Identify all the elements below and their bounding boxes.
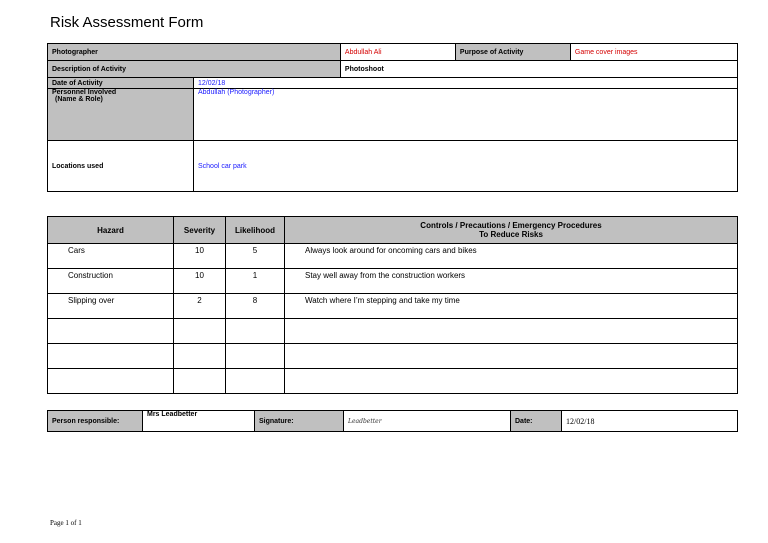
hazard-cell (48, 369, 174, 394)
severity-cell: 2 (174, 294, 226, 319)
form-title: Risk Assessment Form (50, 14, 204, 31)
table-row (48, 344, 738, 369)
purpose-label: Purpose of Activity (455, 44, 570, 61)
hazard-cell (48, 344, 174, 369)
severity-cell (174, 344, 226, 369)
description-value: Photoshoot (340, 61, 737, 78)
table-row (48, 319, 738, 344)
date-of-activity-label: Date of Activity (48, 78, 194, 89)
date-value: 12/02/18 (562, 411, 738, 432)
severity-cell (174, 369, 226, 394)
controls-header (285, 217, 738, 244)
controls-header-line1: Controls / Precautions / Emergency Procedures (420, 221, 602, 230)
likelihood-cell: 5 (226, 244, 285, 269)
person-responsible-label: Person responsible: (48, 411, 143, 432)
locations-label: Locations used (48, 141, 194, 192)
description-label: Description of Activity (48, 61, 341, 78)
table-row (48, 244, 738, 269)
date-of-activity-value: 12/02/18 (194, 78, 738, 89)
table-row (48, 269, 738, 294)
page-number: Page 1 of 1 (50, 519, 82, 527)
likelihood-header: Likelihood (226, 217, 285, 244)
photographer-value: Abdullah Ali (340, 44, 455, 61)
severity-cell: 10 (174, 244, 226, 269)
signoff-table (47, 410, 738, 432)
controls-cell (285, 369, 738, 394)
controls-cell (285, 319, 738, 344)
hazard-cell: Cars (48, 244, 174, 269)
hazard-table (47, 216, 738, 394)
likelihood-cell (226, 369, 285, 394)
table-row (48, 294, 738, 319)
table-row (48, 369, 738, 394)
severity-cell: 10 (174, 269, 226, 294)
controls-header-line2: To Reduce Risks (479, 230, 543, 239)
signature-field (344, 411, 511, 432)
purpose-value: Game cover images (570, 44, 737, 61)
personnel-value: Abdullah (Photographer) (194, 89, 738, 141)
controls-cell: Stay well away from the construction workers (285, 269, 738, 294)
hazard-cell: Construction (48, 269, 174, 294)
hazard-cell (48, 319, 174, 344)
likelihood-cell (226, 319, 285, 344)
person-responsible-value: Mrs Leadbetter (143, 411, 255, 432)
severity-cell (174, 319, 226, 344)
photographer-label: Photographer (48, 44, 341, 61)
hazard-cell: Slipping over (48, 294, 174, 319)
activity-info-table (47, 43, 738, 192)
controls-cell (285, 344, 738, 369)
locations-value: School car park (194, 141, 738, 192)
personnel-label-text: Personnel Involved (52, 89, 117, 96)
date-label: Date: (511, 411, 562, 432)
hazard-header: Hazard (48, 217, 174, 244)
likelihood-cell (226, 344, 285, 369)
severity-header: Severity (174, 217, 226, 244)
personnel-sublabel: (Name & Role) (55, 96, 103, 103)
likelihood-cell: 1 (226, 269, 285, 294)
controls-cell: Watch where I’m stepping and take my time (285, 294, 738, 319)
signature-label: Signature: (255, 411, 344, 432)
personnel-label (48, 89, 194, 141)
controls-cell: Always look around for oncoming cars and bikes (285, 244, 738, 269)
likelihood-cell: 8 (226, 294, 285, 319)
signature-image: Leadbetter (348, 417, 382, 425)
